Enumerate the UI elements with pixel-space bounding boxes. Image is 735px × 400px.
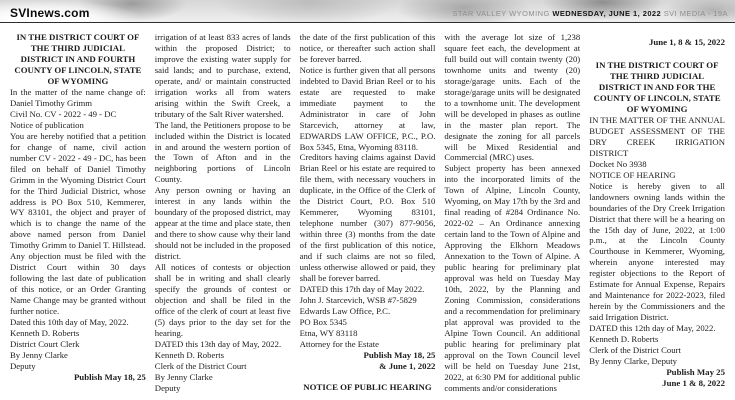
- notice-paragraph: Creditors having claims against David Brian Reel or his estate are required to file them, with necessary vouchers in duplicate, in the Office of the Clerk of the District Court, P.O. Box 510 Kemmerer, Wyoming 83101, telephone number (307) 877-9056, within three (3) months from the date of the first publication of this notice, and if such claims are not so filed, unless otherwise allowed or paid, they shall be forever barred.: [299, 152, 436, 283]
- masthead-dateline: [452, 9, 728, 18]
- signature-line: Etna, WY 83118: [299, 327, 358, 338]
- masthead-edition: SVI MEDIA - 19A: [661, 9, 728, 18]
- signature-line: District Court Clerk: [10, 338, 80, 349]
- signature-line: Kenneth D. Roberts: [154, 349, 225, 360]
- signature-line: By Jenny Clarke: [154, 371, 213, 382]
- legal-notices-columns: [0, 23, 735, 393]
- column-2: [155, 32, 291, 393]
- notice-paragraph: In the matter of the name change of: Daniel Timothy Grimm: [10, 87, 146, 108]
- publish-line: Publish May 25: [666, 366, 725, 377]
- notice-paragraph: DATED this 12th day of May, 2022.: [589, 323, 716, 334]
- column-5: [589, 32, 725, 393]
- signature-line: Deputy: [10, 360, 36, 371]
- column-4: [444, 32, 580, 393]
- column-3: [300, 32, 436, 393]
- notice-paragraph: DATED this 17th day of May 2022.: [299, 283, 425, 294]
- publish-line: June 1 & 8, 2022: [662, 377, 725, 388]
- signature-line: Clerk of the District Court: [154, 360, 247, 371]
- notice-paragraph: Notice is further given that all persons indebted to David Brian Reel or to his estate are requested to make immediate payment to the Administrator in care of John Starcevich, attorney at law, EDWARDS LAW OFFICE, P.C., P.O. Box 5345, Etna, Wyoming 83118.: [299, 64, 436, 152]
- notice-subheading: NOTICE OF HEARING: [589, 169, 676, 180]
- site-logo: SVInews.com: [10, 6, 90, 20]
- notice-paragraph: Notice of publication: [10, 119, 84, 130]
- notice-paragraph: Subject property has been annexed into the incorporated limits of the Town of Alpine, Lincoln County, Wyoming, on May 17th by the 3rd and final reading of #284 Ordinance No. 2022-02 – An Ordinance annexing certain land to the Town of Alpine and Approving the Elkhorn Meadows Annexation to the Town of Alpine. A public hearing for preliminary plat approval was held on Tuesday May 10th, 2022, by the Planning and Zoning Commission, considerations and a recommendation for preliminary plat approval was provided to the Alpine Town Council. An additional public hearing for preliminary plat approval on the Town Council level will be held on Tuesday June 21st, 2022, at 6:30 PM for additional public comments and/or considerations: [444, 163, 581, 393]
- column-1: [10, 32, 146, 393]
- notice-heading: NOTICE OF PUBLIC HEARING: [303, 381, 432, 392]
- notice-paragraph: the date of the first publication of this notice, or thereafter such action shall be forever barred.: [299, 32, 436, 64]
- notice-paragraph: DATED this 13th day of May, 2022.: [154, 338, 282, 349]
- notice-paragraph: Any objection must be filed with the District Court within 30 days following the last date of publication of this notice, or an Order Granting Name Change may be granted without further notice.: [10, 251, 146, 317]
- signature-line: By Jenny Clarke: [10, 349, 68, 360]
- masthead-date: WEDNESDAY, JUNE 1, 2022: [552, 9, 662, 18]
- signature-line: Clerk of the District Court: [589, 345, 681, 356]
- signature-line: Edwards Law Office, P.C.: [299, 305, 391, 316]
- notice-paragraph: Dated this 10th day of May, 2022.: [10, 317, 129, 328]
- notice-paragraph: Notice is hereby given to all landowners owning lands within the boundaries of the Dry Creek Irrigation District that there will be a hearing on the 15th day of June, 2022, at 1:00 p.m., at the Lincoln County Courthouse in Kemmerer, Wyoming, wherein anyone interested may register objections to the Report of Estimate for Annual Expense, Repairs and Maintenance for 2022-2023, filed herein by the Commissioners and the said Irrigation District.: [589, 180, 725, 323]
- publish-line: June 1, 8 & 15, 2022: [648, 37, 725, 47]
- notice-matter-line: IN THE MATTER OF THE ANNUAL BUDGET ASSESSMENT OF THE DRY CREEK IRRIGATION DISTRICT: [589, 115, 725, 158]
- notice-paragraph: with the average lot size of 1,238 square feet each, the development at full build out will contain twenty (20) townhome units and twenty (20) storage/garage units. Each of the storage/garage units will be designated to a townhome unit. The development will be developed in phases as outline in the master plan report. The designate the zoning for all parcels will be Mixed Residential and Commercial (MRC) uses.: [444, 32, 581, 163]
- notice-paragraph: Civil No. CV - 2022 - 49 - DC: [10, 108, 117, 119]
- signature-line: PO Box 5345: [299, 316, 347, 327]
- signature-line: Kenneth D. Roberts: [10, 327, 80, 338]
- publish-line: Publish May 18, 25: [363, 349, 436, 360]
- docket-number: Docket No 3938: [589, 158, 647, 169]
- notice-paragraph: All notices of contests or objection shall be in writing and shall clearly specify the grounds of contest or objection and shall be filed in the office of the clerk of court at least five (5) days prior to the day set for the hearing.: [154, 262, 291, 338]
- notice-paragraph: Any person owning or having an interest in any lands within the boundary of the proposed district, may appear at the time and place state, then and there to show cause why their land should not be included in the proposed district.: [154, 185, 291, 262]
- notice-heading: IN THE DISTRICT COURT OF THE THIRD JUDICIAL DISTRICT IN AND FOURTH COUNTY OF LINCOLN, STATE OF WYOMING: [14, 32, 142, 86]
- masthead-location: STAR VALLEY WYOMING: [452, 9, 553, 18]
- notice-paragraph: You are hereby notified that a petition for change of name, civil action number CV - 2022 - 49 - DC, has been filed on behalf of Daniel Timothy Grimm in the Wyoming District Court for the Third Judicial District, whose address is PO Box 510, Kemmerer, WY 83101, the object and prayer of which is to change the name of the above named person from Daniel Timothy Grimm to Daniel T. Hillstead.: [10, 130, 146, 251]
- notice-paragraph: irrigation of at least 833 acres of lands within the proposed District; to improve the existing water supply for said lands; and to purchase, extend, operate, and/ or maintain constructed irrigation works all from waters arising within the Swift Creek, a tributary of the Salt River watershed.: [154, 32, 291, 119]
- masthead: [0, 0, 735, 23]
- signature-line: Attorney for the Estate: [299, 338, 379, 349]
- signature-line: By Jenny Clarke, Deputy: [589, 355, 678, 366]
- signature-line: John J. Starcevich, WSB #7-5829: [299, 294, 417, 305]
- notice-heading: IN THE DISTRICT COURT OF THE THIRD JUDICIAL DISTRICT IN AND FOR THE COUNTY OF LINCOLN, STATE OF WYOMING: [593, 60, 721, 114]
- notice-paragraph: The land, the Petitioners propose to be included within the District is located in and around the western portion of the Town of Afton and in the neighboring portions of Lincoln County.: [154, 119, 291, 185]
- publish-line: & June 1, 2022: [379, 360, 436, 371]
- signature-line: Kenneth D. Roberts: [589, 334, 659, 345]
- publish-line: Publish May 18, 25: [73, 371, 146, 382]
- signature-line: Deputy: [154, 382, 181, 393]
